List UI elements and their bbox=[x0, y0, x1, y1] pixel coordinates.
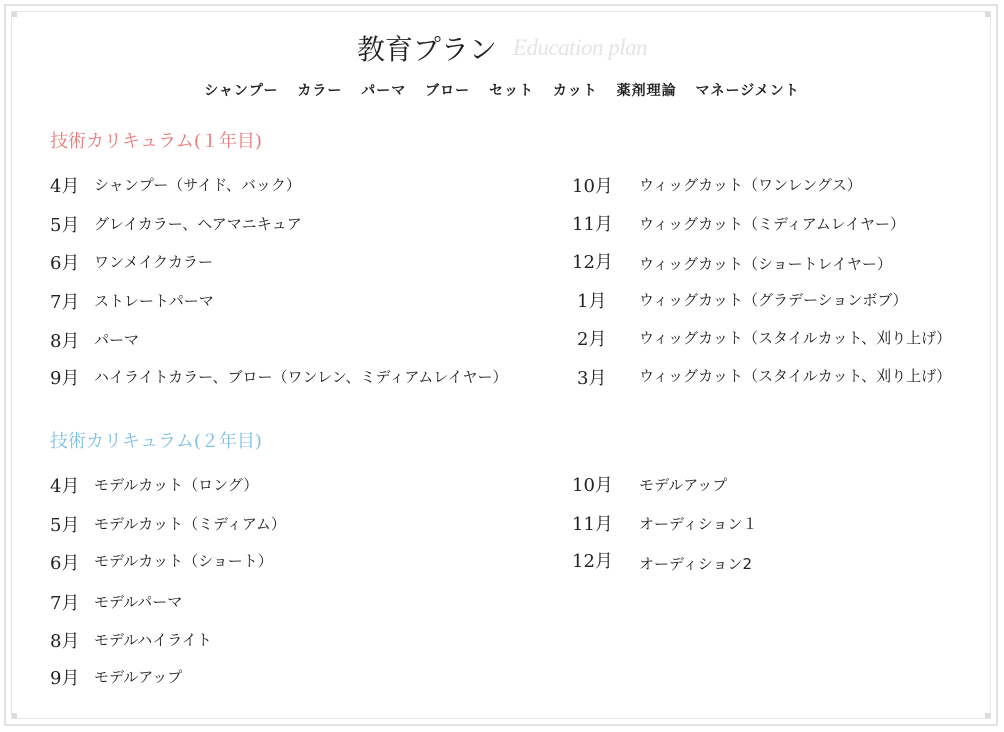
year1-right-course: ウィッグカット（スタイルカット、刈り上げ） bbox=[639, 329, 952, 347]
nav-item-color[interactable]: カラー bbox=[297, 83, 343, 99]
corner-ornament-bottom-right bbox=[985, 713, 990, 718]
nav-item-management[interactable]: マネージメント bbox=[695, 83, 800, 99]
year2-left-course: モデルカット（ロング） bbox=[94, 476, 259, 494]
year1-left-course: パーマ bbox=[94, 331, 140, 349]
year1-left-course: ハイライトカラー、ブロー（ワンレン、ミディアムレイヤー） bbox=[94, 368, 508, 386]
year1-right-month: 12月 bbox=[572, 252, 613, 273]
corner-ornament-top-left bbox=[12, 12, 17, 17]
year1-left-course: シャンプー（サイド、バック） bbox=[94, 176, 301, 194]
year1-right-course: ウィッグカット（ミディアムレイヤー） bbox=[639, 215, 905, 233]
nav-item-cut[interactable]: カット bbox=[552, 83, 598, 99]
year2-left-month: 4月 bbox=[50, 476, 80, 497]
year2-right-month: 12月 bbox=[572, 551, 613, 572]
year1-right-month: 2月 bbox=[577, 329, 607, 350]
year2-right-course: モデルアップ bbox=[639, 476, 728, 494]
year1-left-course: ストレートパーマ bbox=[94, 292, 214, 310]
year2-section-title: 技術カリキュラム(２年目) bbox=[50, 431, 262, 452]
year2-left-month: 5月 bbox=[50, 515, 80, 536]
title-japanese: 教育プラン bbox=[356, 33, 497, 66]
year1-left-month: 5月 bbox=[50, 215, 80, 236]
year1-right-month: 3月 bbox=[577, 368, 607, 389]
year1-right-month: 1月 bbox=[577, 291, 607, 312]
year1-right-course: ウィッグカット（スタイルカット、刈り上げ） bbox=[639, 367, 952, 385]
page-title bbox=[0, 28, 1004, 68]
year1-section-title: 技術カリキュラム(１年目) bbox=[50, 131, 262, 152]
year2-left-month: 8月 bbox=[50, 631, 80, 652]
year2-right-month: 10月 bbox=[572, 475, 613, 496]
year2-left-course: モデルアップ bbox=[94, 668, 183, 686]
title-english: Education plan bbox=[512, 35, 648, 60]
year2-left-course: モデルカット（ショート） bbox=[94, 552, 273, 570]
year2-left-month: 7月 bbox=[50, 593, 80, 614]
nav-item-set[interactable]: セット bbox=[489, 83, 534, 99]
nav-item-blow[interactable]: ブロー bbox=[425, 83, 471, 99]
year2-right-course: オーディション2 bbox=[639, 555, 753, 573]
year2-left-month: 6月 bbox=[50, 553, 80, 574]
nav-item-perm[interactable]: パーマ bbox=[361, 83, 407, 99]
year1-right-course: ウィッグカット（ショートレイヤー） bbox=[639, 255, 892, 273]
category-nav bbox=[0, 80, 1004, 100]
nav-item-shampoo[interactable]: シャンプー bbox=[204, 83, 279, 99]
corner-ornament-bottom-left bbox=[12, 713, 17, 718]
year1-right-month: 10月 bbox=[572, 176, 613, 197]
year1-right-course: ウィッグカット（ワンレングス） bbox=[639, 176, 862, 194]
year1-right-course: ウィッグカット（グラデーションボブ） bbox=[639, 291, 908, 309]
year2-left-course: モデルカット（ミディアム） bbox=[94, 515, 286, 533]
year1-left-course: グレイカラー、ヘアマニキュア bbox=[94, 215, 302, 233]
year2-right-month: 11月 bbox=[572, 514, 613, 535]
year1-left-month: 9月 bbox=[50, 368, 80, 389]
year2-left-course: モデルハイライト bbox=[94, 631, 212, 649]
year2-right-course: オーディション１ bbox=[639, 515, 758, 533]
year2-left-course: モデルパーマ bbox=[94, 593, 183, 611]
year1-left-month: 6月 bbox=[50, 253, 80, 274]
nav-item-chemistry[interactable]: 薬剤理論 bbox=[616, 83, 677, 99]
year1-right-month: 11月 bbox=[572, 214, 613, 235]
year1-left-month: 7月 bbox=[50, 292, 80, 313]
year1-left-month: 4月 bbox=[50, 176, 80, 197]
year1-left-month: 8月 bbox=[50, 331, 80, 352]
year1-left-course: ワンメイクカラー bbox=[94, 253, 213, 271]
year2-left-month: 9月 bbox=[50, 668, 80, 689]
corner-ornament-top-right bbox=[985, 12, 990, 17]
